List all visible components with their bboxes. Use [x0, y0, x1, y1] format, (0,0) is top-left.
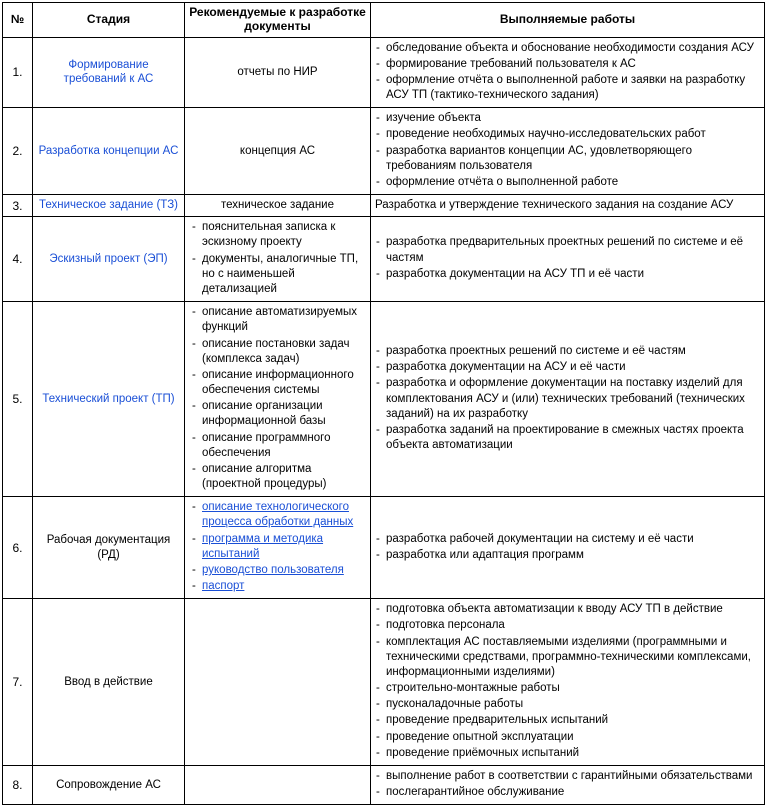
row-number: 4. — [3, 217, 33, 302]
works-item: - проведение опытной эксплуатации — [375, 730, 760, 745]
documents-item: - описание организации информационной базы — [191, 399, 366, 429]
works-item: - послегарантийное обслуживание — [375, 785, 760, 800]
row-number: 3. — [3, 195, 33, 217]
works-list — [375, 344, 760, 453]
document-link[interactable]: описание технологического процесса обработки данных — [202, 501, 354, 529]
works-item: - формирование требований пользователя к АС — [375, 57, 760, 72]
stage-cell — [33, 302, 185, 497]
stage-cell: Сопровождение АС — [33, 765, 185, 804]
row-number: 1. — [3, 37, 33, 108]
documents-cell — [185, 302, 371, 497]
stage-cell — [33, 217, 185, 302]
documents-item: - описание программного обеспечения — [191, 431, 366, 461]
works-item: - проведение приёмочных испытаний — [375, 746, 760, 761]
table-row — [3, 195, 765, 217]
works-cell — [371, 108, 765, 195]
works-item: - пусконаладочные работы — [375, 697, 760, 712]
works-item: - комплектация АС поставляемыми изделиями (программными и техническими средствами, программно-техническими комплексами, информационными изделиями) — [375, 635, 760, 681]
row-number: 6. — [3, 497, 33, 599]
documents-cell — [185, 599, 371, 766]
documents-item — [191, 579, 366, 594]
documents-item: - документы, аналогичные ТП, но с наименьшей детализацией — [191, 252, 366, 298]
stage-cell — [33, 195, 185, 217]
documents-item: - описание информационного обеспечения системы — [191, 368, 366, 398]
works-item: - разработка вариантов концепции АС, удовлетворяющего требованиям пользователя — [375, 144, 760, 174]
column-header-documents: Рекомендуемые к разработке документы — [185, 3, 371, 38]
works-item: - оформление отчёта о выполненной работе — [375, 175, 760, 190]
stage-link[interactable]: Эскизный проект (ЭП) — [49, 252, 168, 265]
document-link[interactable]: программа и методика испытаний — [202, 532, 324, 560]
works-cell — [371, 599, 765, 766]
works-cell — [371, 302, 765, 497]
documents-cell: техническое задание — [185, 195, 371, 217]
row-number: 7. — [3, 599, 33, 766]
stage-cell: Рабочая документация (РД) — [33, 497, 185, 599]
documents-cell: концепция АС — [185, 108, 371, 195]
stages-table — [2, 2, 765, 805]
table-row — [3, 497, 765, 599]
documents-list — [191, 220, 366, 297]
documents-item: - описание постановки задач (комплекса задач) — [191, 337, 366, 367]
works-text: Разработка и утверждение технического задания на создание АСУ — [375, 199, 734, 212]
table-row — [3, 217, 765, 302]
stage-link[interactable]: Формирование требований к АС — [63, 58, 154, 86]
documents-cell — [185, 497, 371, 599]
documents-list — [191, 305, 366, 492]
works-list — [375, 235, 760, 282]
works-list — [375, 532, 760, 563]
document-link[interactable]: руководство пользователя — [202, 563, 344, 576]
works-item: - подготовка персонала — [375, 618, 760, 633]
works-cell — [371, 37, 765, 108]
row-number: 8. — [3, 765, 33, 804]
stage-cell — [33, 108, 185, 195]
works-item: - проведение необходимых научно-исследовательских работ — [375, 127, 760, 142]
table-row — [3, 765, 765, 804]
stage-cell: Ввод в действие — [33, 599, 185, 766]
table-row — [3, 108, 765, 195]
row-number: 5. — [3, 302, 33, 497]
works-list — [375, 769, 760, 800]
works-cell — [371, 497, 765, 599]
stage-link[interactable]: Техническое задание (ТЗ) — [39, 199, 178, 212]
row-number: 2. — [3, 108, 33, 195]
works-item: - разработка или адаптация программ — [375, 548, 760, 563]
works-item: - подготовка объекта автоматизации к вводу АСУ ТП в действие — [375, 602, 760, 617]
column-header-number: № — [3, 3, 33, 38]
works-item: - разработка заданий на проектирование в смежных частях проекта объекта автоматизации — [375, 423, 760, 453]
works-item: - разработка и оформление документации на поставку изделий для комплектования АСУ и (или) технических требований (технических заданий) на их разработку — [375, 376, 760, 422]
document-link[interactable]: паспорт — [202, 580, 245, 593]
works-item: - разработка документации на АСУ ТП и её части — [375, 267, 760, 282]
works-item: - разработка рабочей документации на систему и её части — [375, 532, 760, 547]
works-list — [375, 111, 760, 190]
documents-item: - описание автоматизируемых функций — [191, 305, 366, 335]
works-item: - строительно-монтажные работы — [375, 681, 760, 696]
works-item: - выполнение работ в соответствии с гарантийными обязательствами — [375, 769, 760, 784]
documents-item: - пояснительная записка к эскизному проекту — [191, 220, 366, 250]
documents-cell — [185, 217, 371, 302]
documents-cell — [185, 765, 371, 804]
table-header — [3, 3, 765, 38]
stage-link[interactable]: Технический проект (ТП) — [42, 392, 175, 405]
table-row — [3, 37, 765, 108]
works-item: - разработка документации на АСУ и её части — [375, 360, 760, 375]
table-body — [3, 37, 765, 805]
column-header-works: Выполняемые работы — [371, 3, 765, 38]
table-row — [3, 302, 765, 497]
column-header-stage: Стадия — [33, 3, 185, 38]
stage-cell — [33, 37, 185, 108]
works-item: - разработка проектных решений по системе и её частям — [375, 344, 760, 359]
works-cell — [371, 765, 765, 804]
header-row — [3, 3, 765, 38]
documents-list — [191, 500, 366, 594]
table-row — [3, 599, 765, 766]
documents-item: - описание алгоритма (проектной процедуры) — [191, 462, 366, 492]
documents-item — [191, 532, 366, 562]
works-item: - разработка предварительных проектных решений по системе и её частям — [375, 235, 760, 265]
works-cell — [371, 217, 765, 302]
works-list — [375, 41, 760, 104]
works-item: - оформление отчёта о выполненной работе и заявки на разработку АСУ ТП (тактико-технического задания) — [375, 73, 760, 103]
works-item: - изучение объекта — [375, 111, 760, 126]
works-item: - проведение предварительных испытаний — [375, 713, 760, 728]
stage-link[interactable]: Разработка концепции АС — [38, 144, 179, 157]
works-item: - обследование объекта и обоснование необходимости создания АСУ — [375, 41, 760, 56]
works-list — [375, 602, 760, 761]
documents-item — [191, 500, 366, 530]
documents-item — [191, 563, 366, 578]
works-cell — [371, 195, 765, 217]
documents-cell: отчеты по НИР — [185, 37, 371, 108]
